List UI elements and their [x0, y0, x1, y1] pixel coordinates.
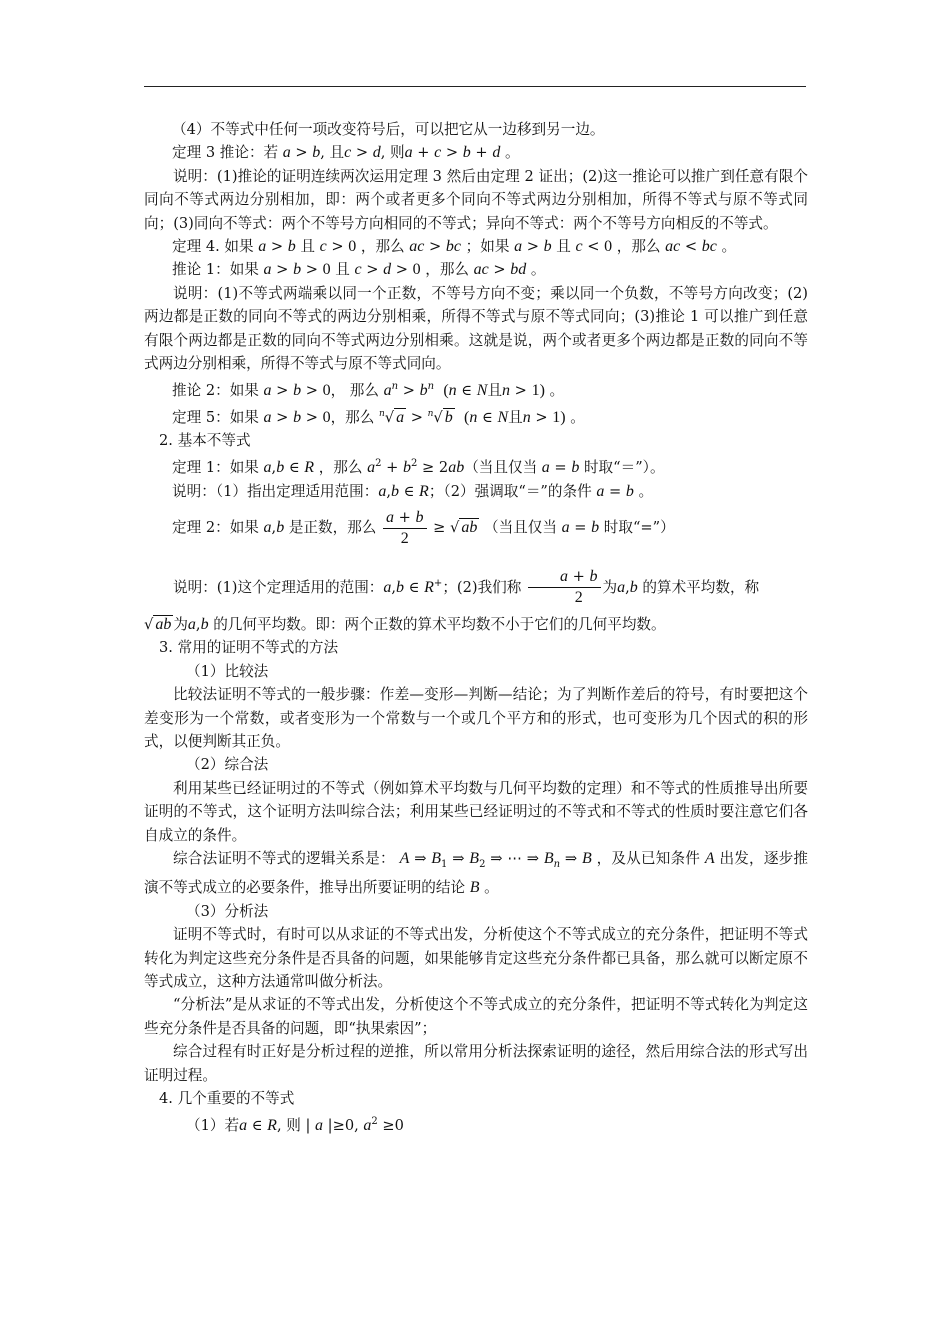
- analysis-method-text: 证明不等式时，有时可以从求证的不等式出发，分析使这个不等式成立的充分条件，把证明不等式转化为判定这些充分条件是否具备的问题，如果能够肯定这些充分条件都已具备，那么就可以断定原不等式成立，这种方法通常叫做分析法。: [144, 926, 808, 990]
- document-body: [144, 118, 808, 1138]
- theorem-3-corollary: 定理 3 推论：若 a > b, 且c > d, 则a + c > b + d 。: [172, 144, 520, 162]
- section-2-heading: 2. 基本不等式: [159, 432, 251, 449]
- fraction-mean: $\frac{a + b}{2}$: [383, 508, 427, 549]
- synthesis-logic-text: 综合法证明不等式的逻辑关系是： A ⇒ $B_1$ ⇒ $B_2$ ⇒ ⋯ ⇒ $B_n$ ⇒ B ，及从已知条件 A 出发，逐步推演不等式成立的必要条件，推导出所要证明的结论 B 。: [144, 850, 808, 897]
- comparison-method-text: 比较法证明不等式的一般步骤：作差—变形—判断—结论；为了判断作差后的符号，有时要把这个差变形为一个常数，或者变形为一个常数与一个或几个平方和的形式，也可变形为几个因式的积的形式，以便判断其正负。: [144, 686, 808, 750]
- header-rule: [144, 86, 806, 87]
- synthesis-method-text: 利用某些已经证明过的不等式（例如算术平均数与几何平均数的定理）和不等式的性质推导出所要证明的不等式，这个证明方法叫综合法；利用某些已经证明过的不等式和不等式的性质时要注意它们各自成立的条件。: [144, 779, 808, 844]
- method-2-heading: （2）综合法: [186, 756, 269, 774]
- synthesis-vs-analysis: 综合过程有时正好是分析过程的逆推，所以常用分析法探索证明的途径，然后用综合法的形式写出证明过程。: [144, 1043, 808, 1084]
- theorem-4: 定理 4. 如果 a > b 且 c > 0 ，那么 ac > bc ；如果 a > b 且 c < 0 ，那么 ac < bc 。: [172, 238, 737, 256]
- basic-theorem-2: 定理 2：如果 a,b 是正数，那么 $\frac{a + b}{2}$ ≥ √ ab （当且仅当 a = b 时取“=”）: [172, 508, 675, 547]
- method-1-heading: （1）比较法: [186, 662, 269, 680]
- important-inequality-1: （1）若a ∈ R, 则 | a |≥0, $a^2 \ge 0$: [186, 1116, 404, 1135]
- note-corollary-3: 说明：(1)推论的证明连续两次运用定理 3 然后由定理 2 证出；(2)这一推论可以推广到任意有限个同向不等式两边分别相加，即：两个或者更多个同向不等式两边分别相加，所得不等式与原不等式同向；(3)同向不等式：两个不等号方向相同的不等式；异向不等式：两个不等号方向相反的不等式。: [144, 167, 808, 232]
- section-4-heading: 4. 几个重要的不等式: [159, 1089, 295, 1107]
- corollary-1: 推论 1：如果 a > b > 0 且 c > d > 0 ，那么 ac > bd 。: [172, 261, 546, 279]
- note-basic-theorem-1: 说明：（1）指出定理适用范围：a,b ∈ R；（2）强调取“＝”的条件 a = b 。: [172, 482, 654, 500]
- basic-theorem-1: 定理 1：如果 a,b ∈ R ，那么 $a^2 + b^2 \ge 2ab$（当且仅当 a = b 时取“＝”）。: [172, 458, 665, 477]
- method-3-heading: （3）分析法: [186, 902, 269, 920]
- corollary-2: 推论 2：如果 a > b > 0， 那么 $a^n > b^n$ (n ∈ N且n > 1) 。: [172, 381, 565, 400]
- fraction-arithmetic-mean: $\frac{a + b}{2}$: [528, 567, 601, 608]
- theorem-5: 定理 5：如果 a > b > 0，那么 $^n$√ a > $^n$√ b (n ∈ N且n > 1) 。: [172, 408, 585, 426]
- note-theorem-4: 说明：(1)不等式两端乘以同一个正数，不等号方向不变；乘以同一个负数，不等号方向改变；(2)两边都是正数的同向不等式的两边分别相乘，所得不等式与原不等式同向；(3)推论 1 可以推广到任意有限个两边都是正数的同向不等式两边分别相乘。这就是说，两个或者更多个两边都是正数的同向不等式两边分别相乘，所得不等式与原不等式同向。: [144, 284, 808, 373]
- analysis-method-note: “分析法”是从求证的不等式出发，分析使这个不等式成立的充分条件，把证明不等式转化为判定这些充分条件是否具备的问题，即“执果索因”；: [144, 996, 808, 1037]
- section-3-heading: 3. 常用的证明不等式的方法: [159, 639, 339, 657]
- paragraph-property-4: （4）不等式中任何一项改变符号后，可以把它从一边移到另一边。: [172, 121, 605, 138]
- note-basic-theorem-2: 说明：(1)这个定理适用的范围：a,b ∈ R+；(2)我们称 $\frac{a + b}{2}$ 为a,b 的算术平均数，称 √ ab 为a,b 的几何平均数。即：两个正数的算术平均数不小于它们的几何平均数。: [144, 568, 760, 633]
